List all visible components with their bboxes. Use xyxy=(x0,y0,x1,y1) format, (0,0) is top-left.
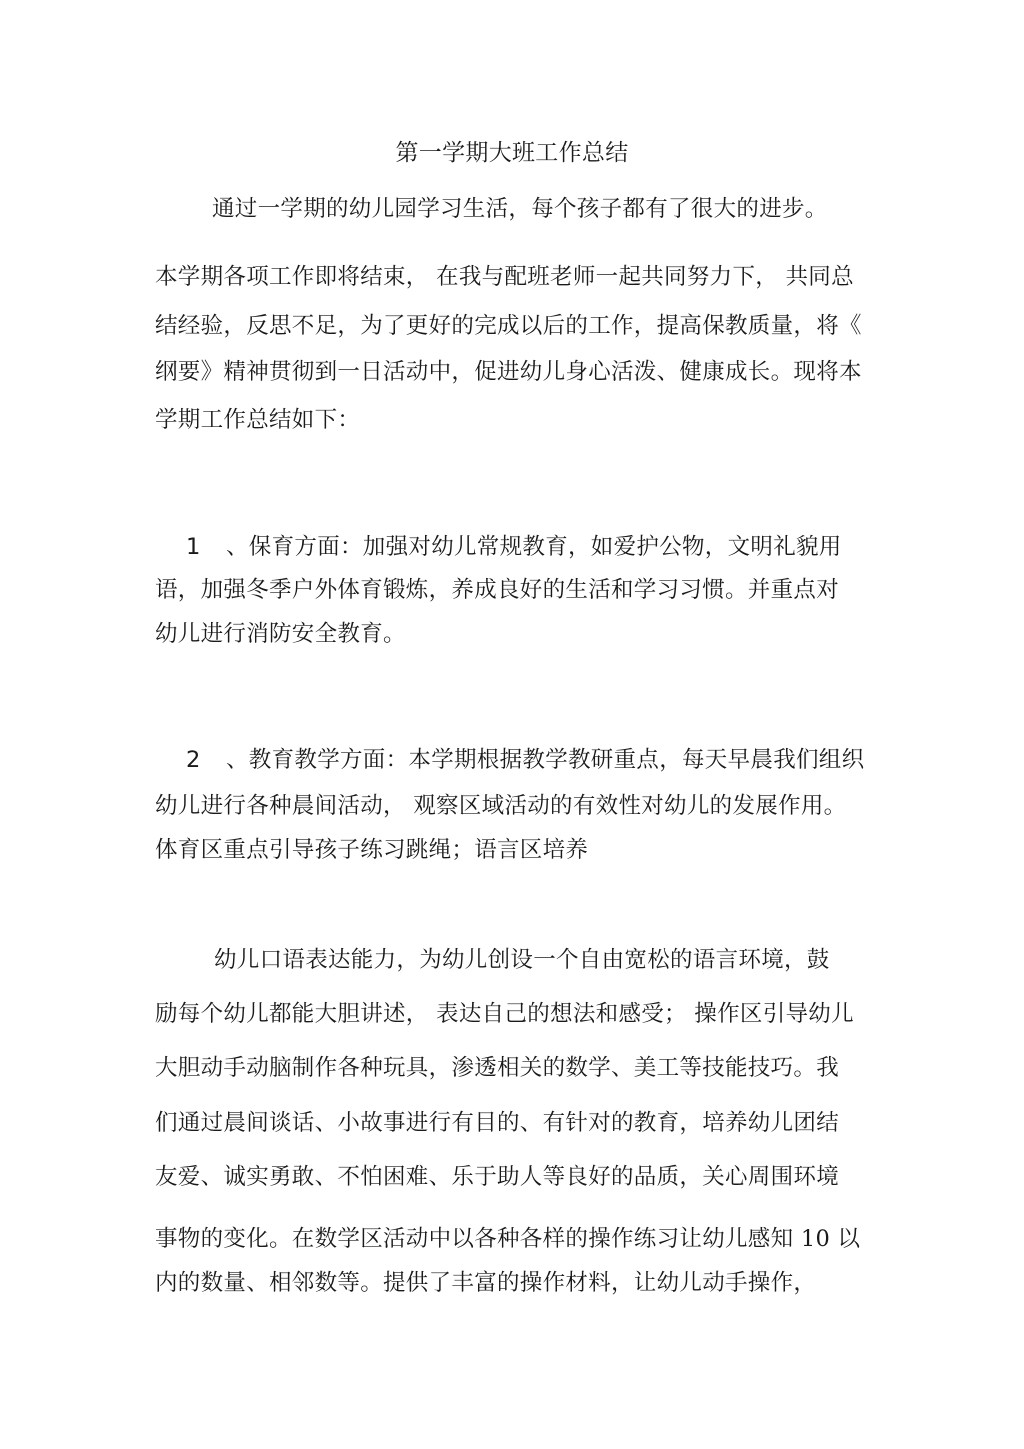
para1-line-3: 纲要》精神贯彻到一日活动中，促进幼儿身心活泼、健康成长。现将本 xyxy=(155,359,862,385)
item2-line-3: 体育区重点引导孩子练习跳绳；语言区培养 xyxy=(155,837,589,863)
item2-first-line xyxy=(186,745,864,775)
para3-line-5: 友爱、诚实勇敢、不怕困难、乐于助人等良好的品质，关心周围环境 xyxy=(155,1164,840,1190)
item1-line-2: 语，加强冬季户外体育锻炼，养成良好的生活和学习习惯。并重点对 xyxy=(155,577,840,603)
item2-line-2: 幼儿进行各种晨间活动， 观察区域活动的有效性对幼儿的发展作用。 xyxy=(155,793,847,819)
para3-line-3: 大胆动手动脑制作各种玩具，渗透相关的数学、美工等技能技巧。我 xyxy=(155,1055,840,1081)
para3-line-4: 们通过晨间谈话、小故事进行有目的、有针对的教育，培养幼儿团结 xyxy=(155,1110,840,1136)
para3-line-6: 事物的变化。在数学区活动中以各种各样的操作练习让幼儿感知 10 以 xyxy=(155,1226,861,1252)
item1-line-3: 幼儿进行消防安全教育。 xyxy=(155,621,406,647)
para3-line-7: 内的数量、相邻数等。提供了丰富的操作材料，让幼儿动手操作， xyxy=(155,1270,817,1296)
para1-line-1: 本学期各项工作即将结束， 在我与配班老师一起共同努力下， 共同总 xyxy=(155,264,854,290)
item1-line-1: 、保育方面：加强对幼儿常规教育，如爱护公物，文明礼貌用 xyxy=(226,534,842,560)
para3-line-2: 励每个幼儿都能大胆讲述， 表达自己的想法和感受； 操作区引导幼儿 xyxy=(155,1001,854,1027)
item2-line-1: 、教育教学方面：本学期根据教学教研重点，每天早晨我们组织 xyxy=(226,747,865,773)
para3-line-1: 幼儿口语表达能力，为幼儿创设一个自由宽松的语言环境，鼓 xyxy=(214,947,830,973)
item1-number: 1 xyxy=(186,534,201,560)
para1-line-4: 学期工作总结如下： xyxy=(155,407,361,433)
intro-line: 通过一学期的幼儿园学习生活，每个孩子都有了很大的进步。 xyxy=(212,196,828,222)
item2-number: 2 xyxy=(186,747,201,773)
item1-first-line xyxy=(186,532,842,562)
document-title: 第一学期大班工作总结 xyxy=(395,140,629,166)
para1-line-2: 结经验，反思不足，为了更好的完成以后的工作，提高保教质量，将《 xyxy=(155,313,862,339)
